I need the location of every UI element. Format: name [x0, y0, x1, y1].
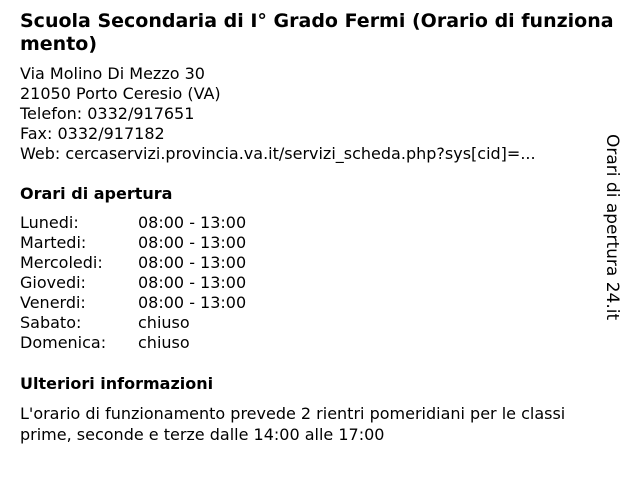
hours-row-saturday [20, 313, 246, 333]
hours-value: 08:00 - 13:00 [138, 273, 247, 292]
hours-value: 08:00 - 13:00 [138, 213, 247, 232]
more-info-heading: Ulteriori informazioni [20, 374, 214, 393]
site-watermark: Orari di apertura 24.it [602, 134, 622, 321]
hours-value: 08:00 - 13:00 [138, 233, 247, 252]
fax-number: Fax: 0332/917182 [20, 124, 165, 143]
hours-row-monday [20, 213, 246, 233]
hours-value: 08:00 - 13:00 [138, 253, 247, 272]
opening-hours-heading: Orari di apertura [20, 184, 173, 203]
hours-value: chiuso [138, 333, 190, 352]
hours-row-sunday [20, 333, 246, 353]
day-label: Sabato: [20, 313, 82, 332]
day-label: Domenica: [20, 333, 107, 352]
street-address: Via Molino Di Mezzo 30 [20, 64, 205, 83]
address-block [20, 64, 536, 164]
day-label: Venerdi: [20, 293, 86, 312]
website-link[interactable]: Web: cercaservizi.provincia.va.it/servizi_scheda.php?sys[cid]=... [20, 144, 536, 163]
hours-row-thursday [20, 273, 246, 293]
hours-row-wednesday [20, 253, 246, 273]
day-label: Lunedi: [20, 213, 79, 232]
page-title: Scuola Secondaria di I° Grado Fermi (Orario di funzionamento) [20, 10, 614, 55]
hours-row-tuesday [20, 233, 246, 253]
hours-value: 08:00 - 13:00 [138, 293, 247, 312]
hours-value: chiuso [138, 313, 190, 332]
city-address: 21050 Porto Ceresio (VA) [20, 84, 221, 103]
day-label: Mercoledi: [20, 253, 103, 272]
more-info-text: L'orario di funzionamento prevede 2 rientri pomeridiani per le classi prime, seconde e terze dalle 14:00 alle 17:00 [20, 404, 566, 444]
day-label: Giovedi: [20, 273, 86, 292]
hours-row-friday [20, 293, 246, 313]
opening-hours-table [20, 213, 246, 353]
phone-number: Telefon: 0332/917651 [20, 104, 195, 123]
day-label: Martedi: [20, 233, 87, 252]
